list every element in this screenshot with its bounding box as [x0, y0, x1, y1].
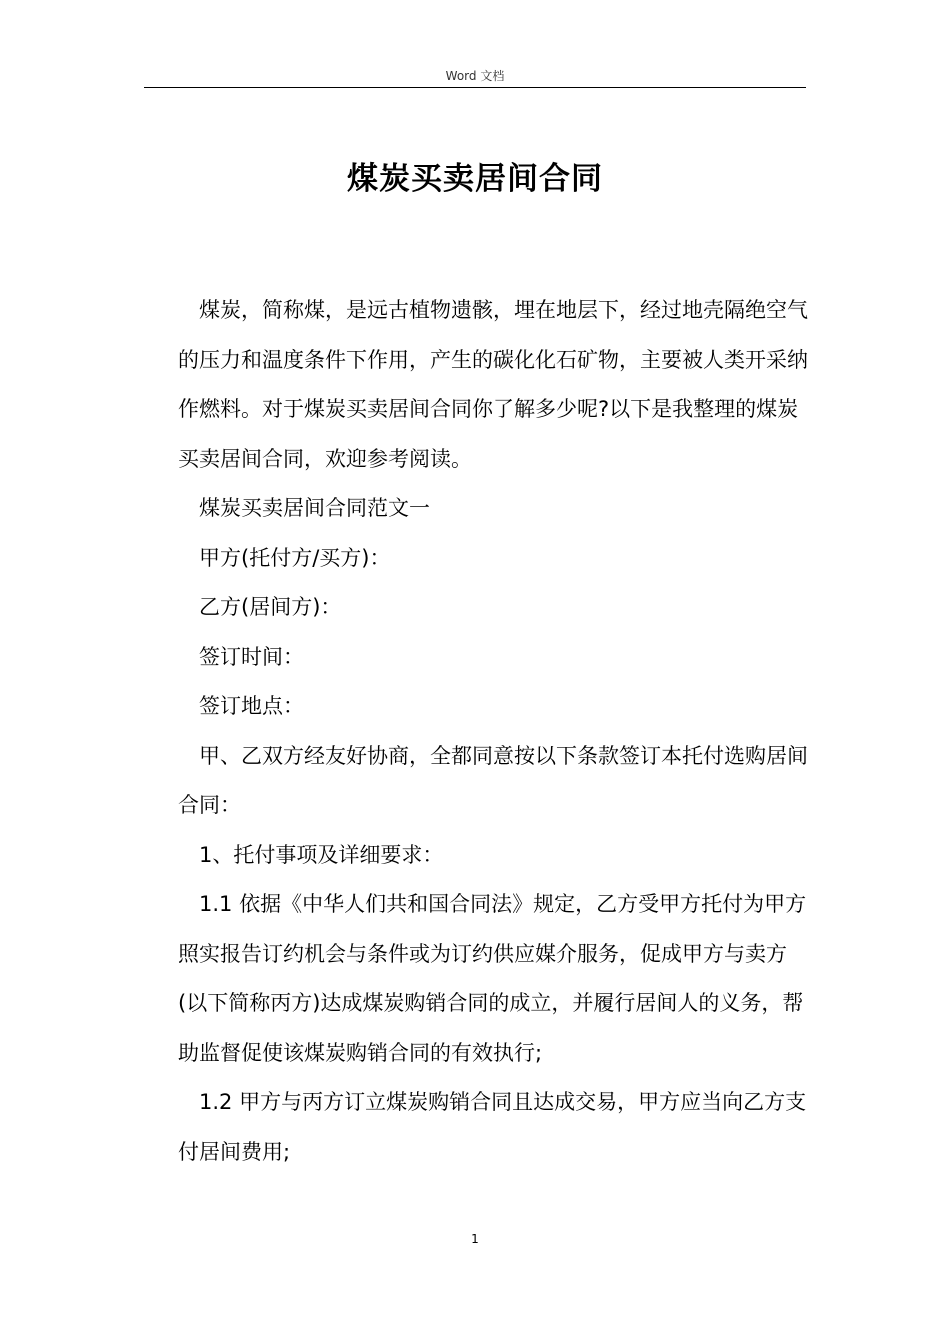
clause-1-heading: 1、托付事项及详细要求： [199, 842, 444, 867]
document-title: 煤炭买卖居间合同 [347, 161, 603, 197]
agreement-paragraph: 甲、乙双方经友好协商，全都同意按以下条款签订本托付选购居间合同： [178, 743, 808, 817]
clause-1-1: 1.1 依据《中华人们共和国合同法》规定，乙方受甲方托付为甲方照实报告订约机会与条件或为订约供应媒介服务，促成甲方与卖方(以下简称丙方)达成煤炭购销合同的成立，并履行居间人的义务，帮助监督促使该煤炭购销合同的有效执行; [178, 892, 807, 1065]
document-body [178, 286, 808, 1177]
page-header: Word 文档 [445, 69, 505, 83]
header-divider [144, 87, 806, 88]
intro-paragraph: 煤炭，简称煤，是远古植物遗骸，埋在地层下，经过地壳隔绝空气的压力和温度条件下作用，产生的碳化化石矿物，主要被人类开采纳作燃料。对于煤炭买卖居间合同你了解多少呢?以下是我整理的煤炭买卖居间合同，欢迎参考阅读。 [178, 298, 808, 471]
party-a-line: 甲方(托付方/买方)： [199, 545, 391, 570]
party-b-line: 乙方(居间方)： [199, 595, 342, 619]
clause-1-2: 1.2 甲方与丙方订立煤炭购销合同且达成交易，甲方应当向乙方支付居间费用; [178, 1090, 807, 1164]
page-number: 1 [471, 1232, 479, 1246]
section-heading: 煤炭买卖居间合同范文一 [199, 496, 430, 520]
signing-place-line: 签订地点： [199, 694, 304, 718]
signing-time-line: 签订时间： [199, 644, 304, 669]
